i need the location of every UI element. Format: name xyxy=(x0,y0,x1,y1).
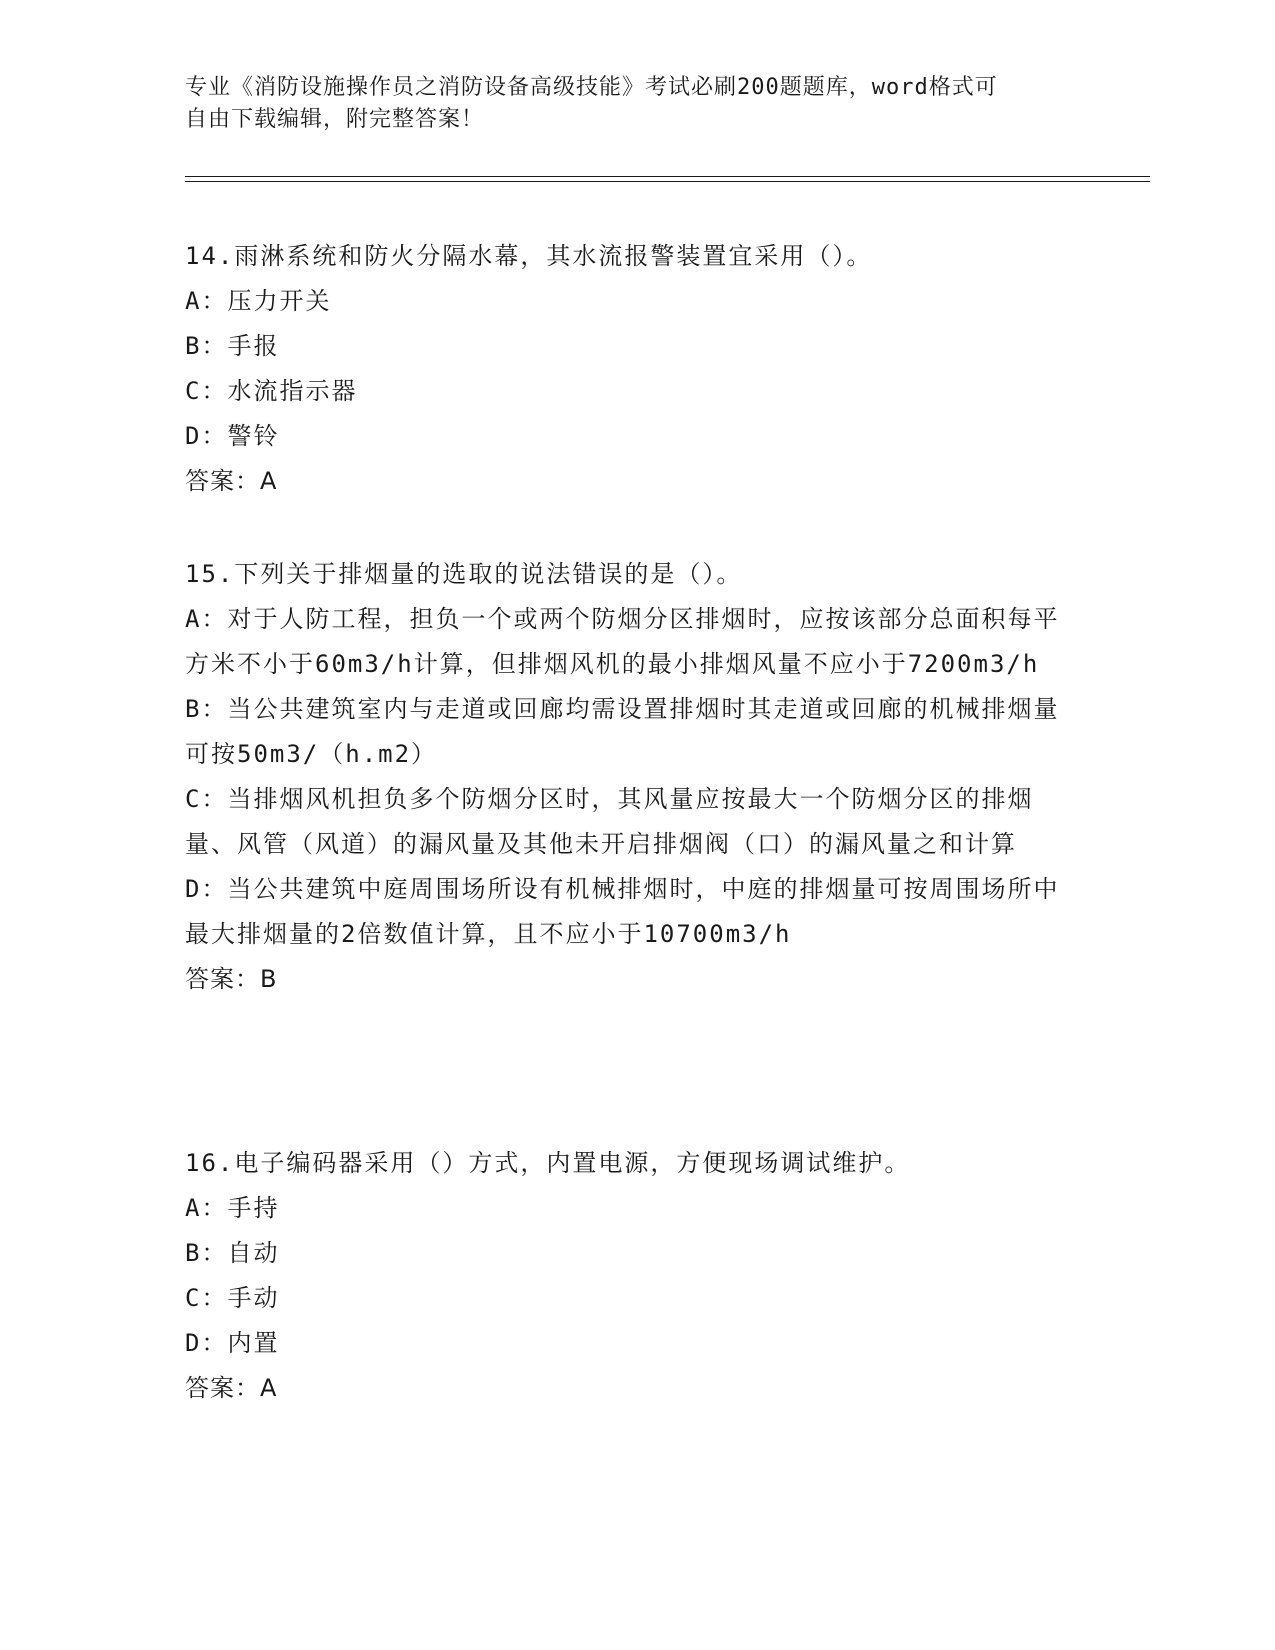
option-c: C：水流指示器 xyxy=(185,377,358,405)
option-b: B：自动 xyxy=(185,1239,280,1267)
header-line-1: 专业《消防设施操作员之消防设备高级技能》考试必刷200题题库，word格式可 xyxy=(185,75,998,100)
document-header xyxy=(185,72,1065,136)
answer-line: 答案：B xyxy=(185,965,278,993)
option-c: C：当排烟风机担负多个防烟分区时，其风量应按最大一个防烟分区的排烟量、风管（风道）的漏风量及其他未开启排烟阀（口）的漏风量之和计算 xyxy=(185,785,1034,858)
question-stem: 14.雨淋系统和防火分隔水幕，其水流报警装置宜采用（）。 xyxy=(185,242,873,270)
answer-line: 答案：A xyxy=(185,467,278,495)
header-line-2: 自由下载编辑，附完整答案！ xyxy=(185,107,485,132)
header-divider-bottom xyxy=(185,181,1150,182)
answer-line: 答案：A xyxy=(185,1374,278,1402)
option-b: B：手报 xyxy=(185,332,280,360)
question-15 xyxy=(185,552,1065,1002)
option-b: B：当公共建筑室内与走道或回廊均需设置排烟时其走道或回廊的机械排烟量可按50m3/（h.m2） xyxy=(185,695,1060,768)
option-d: D：警铃 xyxy=(185,422,280,450)
question-14 xyxy=(185,234,1065,504)
option-a: A：对于人防工程，担负一个或两个防烟分区排烟时，应按该部分总面积每平方米不小于60m3/h计算，但排烟风机的最小排烟风量不应小于7200m3/h xyxy=(185,605,1060,678)
option-d: D：当公共建筑中庭周围场所设有机械排烟时，中庭的排烟量可按周围场所中最大排烟量的2倍数值计算，且不应小于10700m3/h xyxy=(185,875,1060,948)
question-stem: 16.电子编码器采用（）方式，内置电源，方便现场调试维护。 xyxy=(185,1149,911,1177)
question-16 xyxy=(185,1141,1065,1411)
option-a: A：手持 xyxy=(185,1194,280,1222)
header-divider-top xyxy=(185,176,1150,177)
question-stem: 15.下列关于排烟量的选取的说法错误的是（）。 xyxy=(185,560,743,588)
option-c: C：手动 xyxy=(185,1284,280,1312)
option-a: A：压力开关 xyxy=(185,287,332,315)
option-d: D：内置 xyxy=(185,1329,280,1357)
